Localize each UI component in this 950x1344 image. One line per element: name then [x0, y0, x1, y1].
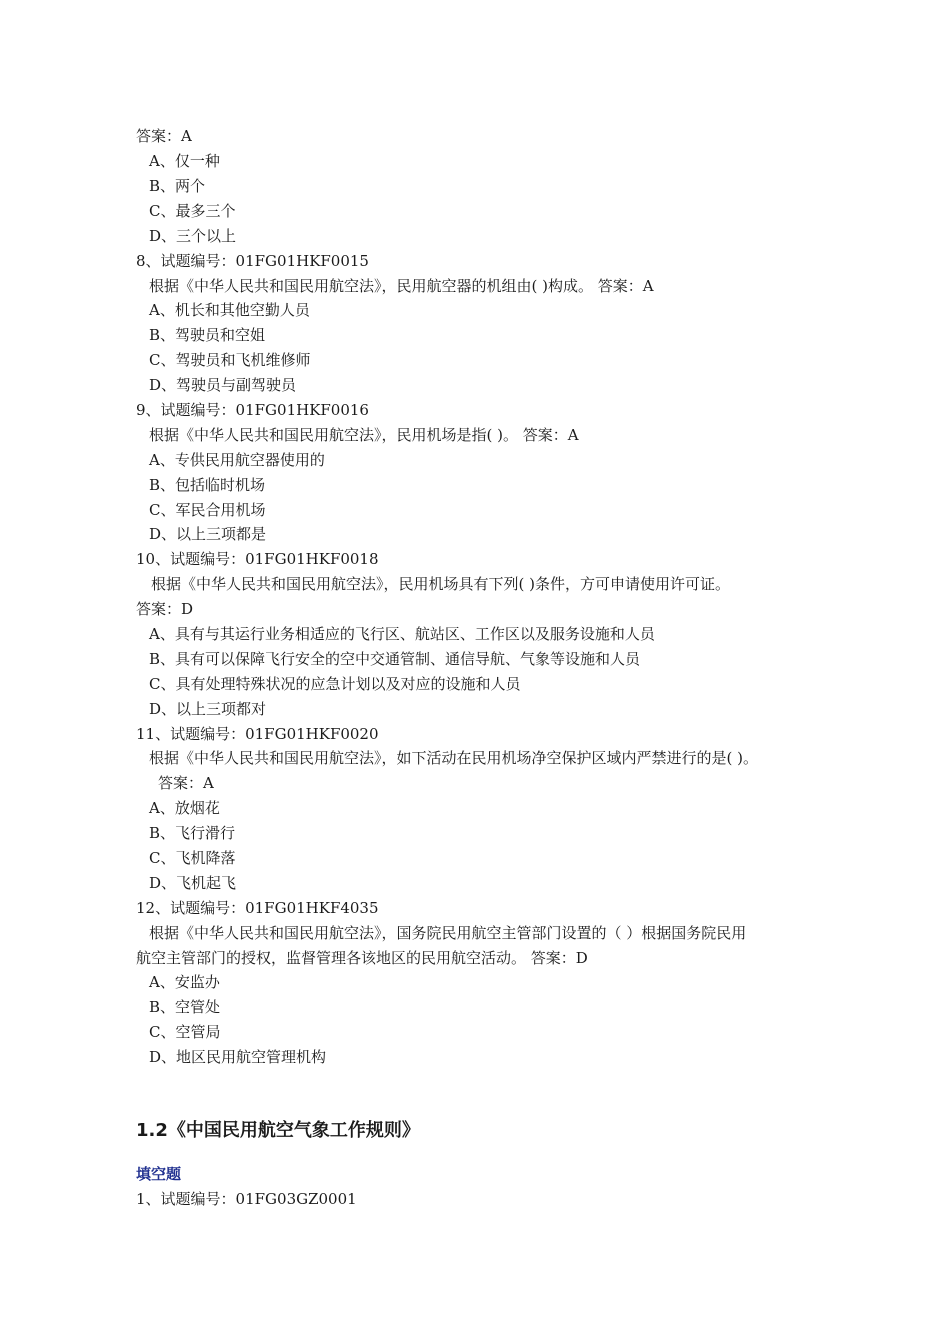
q10-id: 10、试题编号：01FG01HKF0018 [136, 550, 379, 568]
q7-option-c: C、最多三个 [149, 202, 236, 220]
q8-option-d: D、驾驶员与副驾驶员 [149, 376, 297, 394]
q10-option-c: C、具有处理特殊状况的应急计划以及对应的设施和人员 [149, 675, 521, 693]
q9-id: 9、试题编号：01FG01HKF0016 [136, 401, 369, 419]
q12-option-b: B、空管处 [149, 998, 221, 1016]
q8-text: 根据《中华人民共和国民用航空法》，民用航空器的机组由( )构成。 答案：A [149, 277, 654, 295]
q11-answer: 答案：A [158, 774, 214, 792]
q9-option-c: C、军民合用机场 [149, 501, 266, 519]
q8-option-c: C、驾驶员和飞机维修师 [149, 351, 311, 369]
q7-option-d: D、三个以上 [149, 227, 237, 245]
q12-text-line2: 航空主管部门的授权，监督管理各该地区的民用航空活动。 答案：D [136, 949, 588, 967]
q8-id: 8、试题编号：01FG01HKF0015 [136, 252, 369, 270]
q12-option-d: D、地区民用航空管理机构 [149, 1048, 327, 1066]
q8-option-a: A、机长和其他空勤人员 [149, 301, 310, 319]
q11-option-c: C、飞机降落 [149, 849, 236, 867]
q9-text: 根据《中华人民共和国民用航空法》，民用机场是指( )。 答案：A [149, 426, 579, 444]
q10-answer: 答案：D [136, 600, 194, 618]
q12-text-line1: 根据《中华人民共和国民用航空法》，国务院民用航空主管部门设置的（ ）根据国务院民用 [149, 924, 747, 942]
q9-option-d: D、以上三项都是 [149, 525, 267, 543]
section-title: 1.2《中国民用航空气象工作规则》 [136, 1120, 420, 1141]
q7-answer: 答案：A [136, 127, 192, 145]
q8-option-b: B、驾驶员和空姐 [149, 326, 266, 344]
q9-option-b: B、包括临时机场 [149, 476, 266, 494]
q7-option-b: B、两个 [149, 177, 206, 195]
q10-option-a: A、具有与其运行业务相适应的飞行区、航站区、工作区以及服务设施和人员 [149, 625, 655, 643]
q11-option-b: B、飞行滑行 [149, 824, 236, 842]
q11-id: 11、试题编号：01FG01HKF0020 [136, 725, 379, 743]
q10-option-d: D、以上三项都对 [149, 700, 267, 718]
q7-option-a: A、仅一种 [149, 152, 220, 170]
q12-option-c: C、空管局 [149, 1023, 221, 1041]
q10-option-b: B、具有可以保障飞行安全的空中交通管制、通信导航、气象等设施和人员 [149, 650, 641, 668]
q11-option-a: A、放烟花 [149, 799, 220, 817]
q11-option-d: D、飞机起飞 [149, 874, 237, 892]
q9-option-a: A、专供民用航空器使用的 [149, 451, 325, 469]
q11-text: 根据《中华人民共和国民用航空法》，如下活动在民用机场净空保护区域内严禁进行的是( )。 [149, 749, 758, 767]
q12-option-a: A、安监办 [149, 973, 220, 991]
section-subtitle: 填空题 [136, 1165, 182, 1183]
q10-text: 根据《中华人民共和国民用航空法》，民用机场具有下列( )条件，方可申请使用许可证。 [151, 575, 730, 593]
section-q1-id: 1、试题编号：01FG03GZ0001 [136, 1190, 357, 1208]
q12-id: 12、试题编号：01FG01HKF4035 [136, 899, 379, 917]
